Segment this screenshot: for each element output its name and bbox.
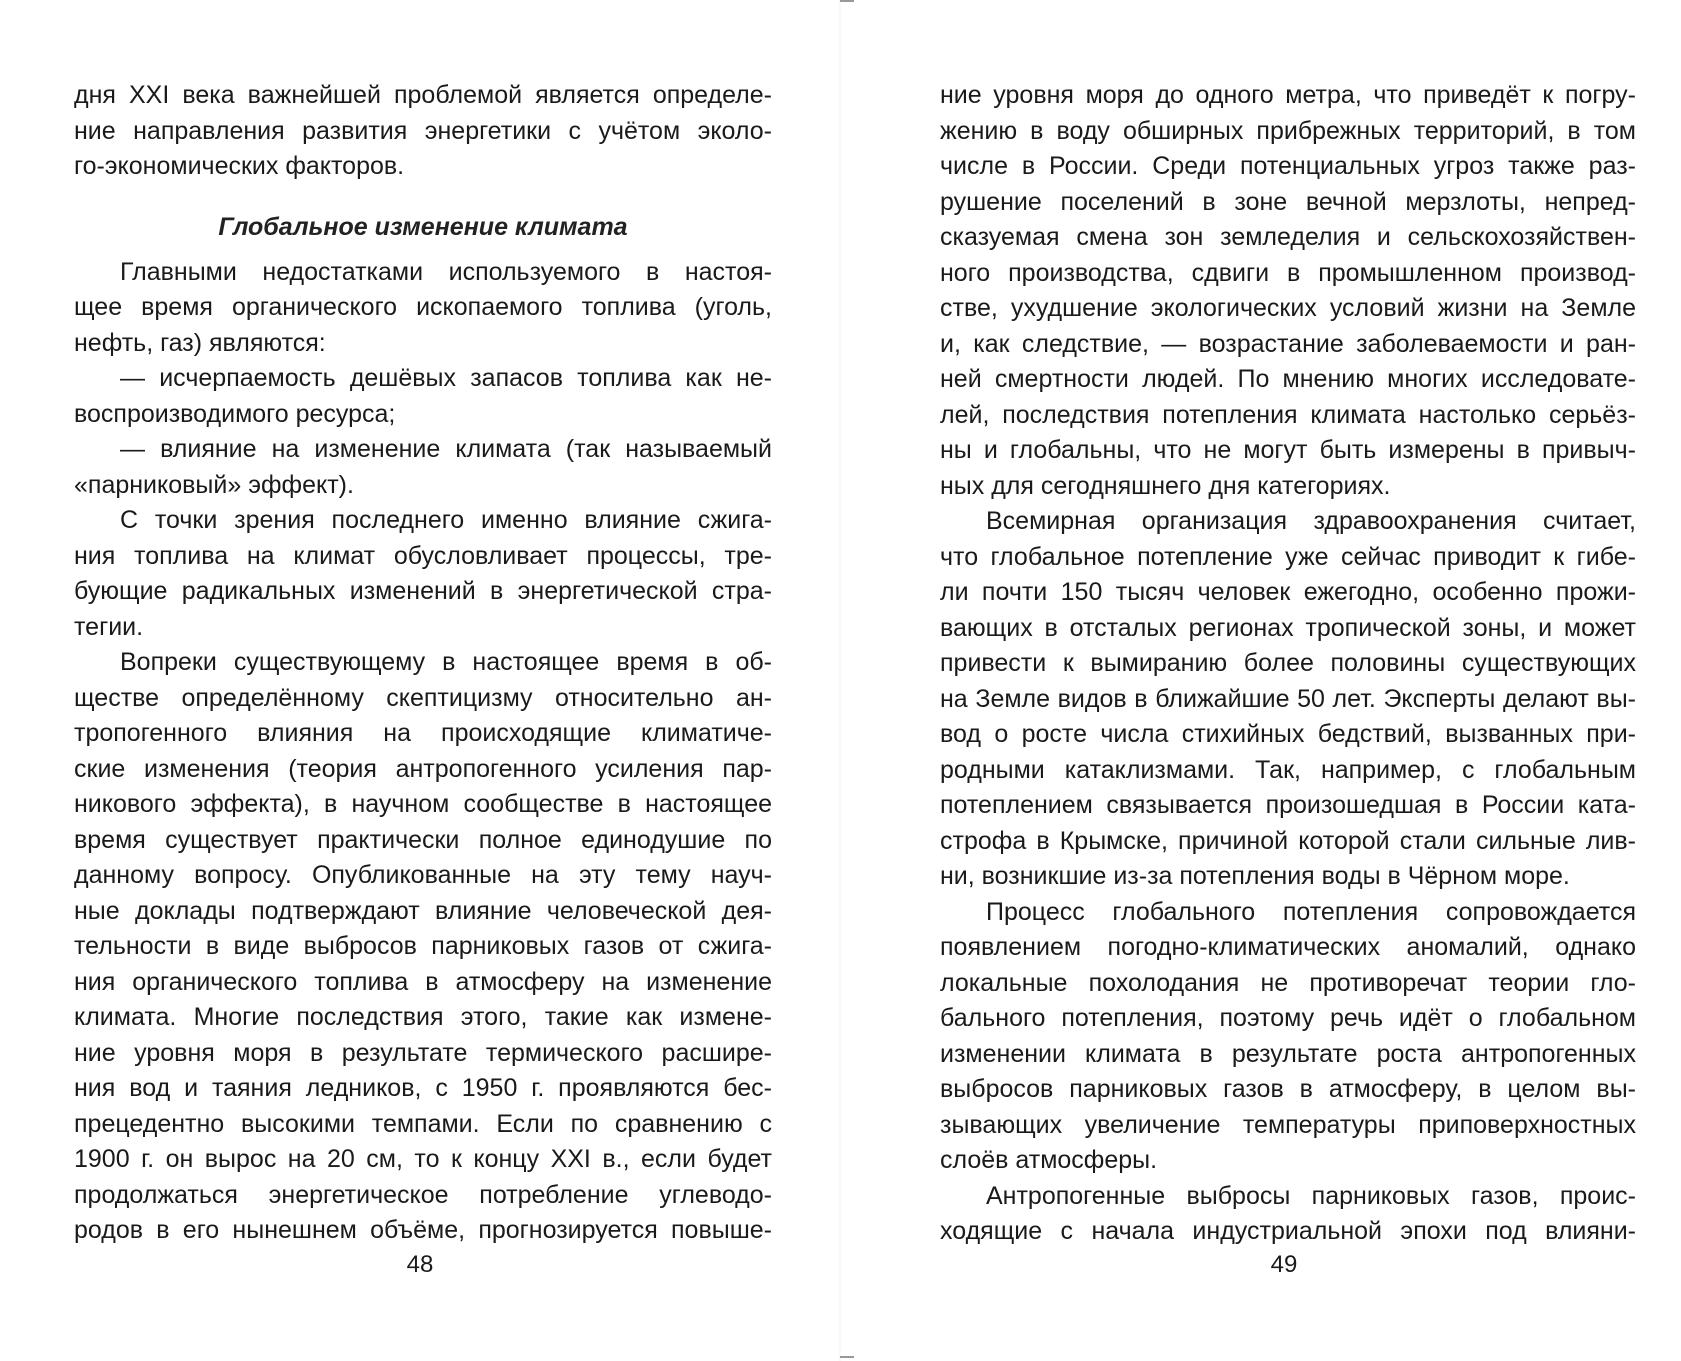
text-line: слоёв атмосферы.: [940, 1146, 1158, 1174]
text-line: вающих в отсталых регионах тропической зоны, и может: [940, 613, 1636, 642]
crop-mark-top: [840, 0, 854, 2]
text-line: рушение поселений в зоне вечной мерзлоты, непред-: [940, 187, 1636, 216]
text-line: и, как следствие, — возрастание заболеваемости и ран-: [940, 329, 1636, 358]
text-line: жению в воду обширных прибрежных территорий, в том: [940, 116, 1636, 145]
text-line: данному вопросу. Опубликованные на эту тему науч-: [74, 861, 772, 889]
text-line: Вопреки существующему в настоящее время в об-: [120, 648, 772, 676]
text-line: ны и глобальны, что не могут быть измерены в привыч-: [940, 436, 1636, 464]
text-line: привести к вымиранию более половины существующих: [940, 649, 1636, 677]
text-line: потеплением связывается произошедшая в России ката-: [940, 791, 1636, 819]
gutter: [838, 0, 842, 1361]
text-line: изменении климата в результате роста антропогенных: [940, 1039, 1636, 1068]
text-line: ния органического топлива в атмосферу на изменение: [74, 967, 772, 996]
section-heading: Глобальное изменение климата: [218, 212, 628, 241]
text-line: тельности в виде выбросов парниковых газов от сжига-: [74, 932, 772, 960]
text-line: локальные похолодания не противоречат теории гло-: [940, 968, 1636, 997]
text-line: строфа в Крымске, причиной которой стали сильные лив-: [940, 826, 1636, 855]
text-line: тегии.: [74, 612, 144, 641]
page-number-right: 49: [1270, 1251, 1298, 1278]
text-line: вод о росте числа стихийных бедствий, вызванных при-: [940, 720, 1636, 748]
list-item-line: воспроизводимого ресурса;: [74, 399, 396, 428]
text-line: ние направления развития энергетики с учётом эколо-: [74, 116, 772, 145]
text-line: ние уровня моря в результате термического расшире-: [74, 1038, 772, 1067]
text-line: лей, последствия потепления климата настолько серьёз-: [940, 400, 1636, 429]
text-line: го-экономических факторов.: [74, 152, 405, 180]
text-line: продолжаться энергетическое потребление углеводо-: [74, 1180, 772, 1209]
list-item-line: «парниковый» эффект).: [74, 470, 354, 499]
text-line: ществе определённому скептицизму относительно ан-: [74, 683, 772, 712]
text-line: появлением погодно-климатических аномалий, однако: [940, 933, 1636, 961]
text-line: бующие радикальных изменений в энергетической стра-: [74, 577, 772, 605]
text-line: прецедентно высокими темпами. Если по сравнению с: [74, 1109, 772, 1138]
text-line: ния вод и таяния ледников, с 1950 г. проявляются бес-: [74, 1074, 772, 1102]
text-line: числе в России. Среди потенциальных угроз также раз-: [940, 152, 1636, 180]
text-line: ли почти 150 тысяч человек ежегодно, особенно прожи-: [940, 578, 1636, 606]
text-line: зывающих увеличение температуры приповерхностных: [940, 1110, 1636, 1139]
text-line: Процесс глобального потепления сопровождается: [986, 897, 1636, 926]
text-line: стве, ухудшение экологических условий жизни на Земле: [940, 294, 1636, 322]
text-line: никового эффекта), в научном сообществе в настоящее: [74, 790, 772, 818]
list-item-line: — исчерпаемость дешёвых запасов топлива как не-: [120, 364, 772, 392]
text-line: климата. Многие последствия этого, такие как измене-: [74, 1003, 772, 1031]
text-line: тропогенного влияния на происходящие климатиче-: [74, 719, 772, 747]
text-line: Главными недостатками используемого в настоя-: [120, 257, 772, 286]
right-page: [940, 78, 1636, 1250]
list-item-line: — влияние на изменение климата (так называемый: [120, 435, 772, 463]
text-line: ские изменения (теория антропогенного усиления пар-: [74, 754, 772, 783]
text-line: ние уровня моря до одного метра, что приведёт к погру-: [940, 81, 1636, 109]
text-line: ные доклады подтверждают влияние человеческой дея-: [74, 896, 772, 925]
text-line: на Земле видов в ближайшие 50 лет. Эксперты делают вы-: [940, 684, 1636, 713]
text-line: время существует практически полное единодушие по: [74, 825, 772, 854]
text-line: нефть, газ) являются:: [74, 328, 326, 357]
text-line: ходящие с начала индустриальной эпохи под влияни-: [940, 1217, 1636, 1245]
text-line: Антропогенные выбросы парниковых газов, проис-: [986, 1181, 1636, 1210]
text-line: щее время органического ископаемого топлива (уголь,: [74, 293, 772, 321]
left-page: [74, 78, 772, 1249]
text-line: что глобальное потепление уже сейчас приводит к гибе-: [940, 542, 1636, 571]
text-line: сказуемая смена зон земледелия и сельскохозяйствен-: [940, 223, 1636, 251]
crop-mark-bottom: [840, 1356, 854, 1358]
text-line: ных для сегодняшнего дня категориях.: [940, 471, 1391, 500]
text-line: ния топлива на климат обусловливает процессы, тре-: [74, 541, 772, 570]
text-line: дня XXI века важнейшей проблемой является определе-: [74, 81, 772, 109]
text-line: С точки зрения последнего именно влияние сжига-: [120, 506, 772, 534]
text-line: ни, возникшие из-за потепления воды в Чёрном море.: [940, 862, 1570, 890]
text-line: выбросов парниковых газов в атмосферу, в целом вы-: [940, 1075, 1636, 1103]
text-line: 1900 г. он вырос на 20 см, то к концу XXI в., если будет: [74, 1145, 772, 1173]
text-line: бального потепления, поэтому речь идёт о глобальном: [940, 1004, 1636, 1032]
text-line: ней смертности людей. По мнению многих исследовате-: [940, 365, 1636, 393]
text-line: родов в его нынешнем объёме, прогнозируется повыше-: [74, 1216, 772, 1244]
text-line: ного производства, сдвиги в промышленном производ-: [940, 258, 1636, 287]
text-line: родными катаклизмами. Так, например, с глобальным: [940, 755, 1636, 784]
text-line: Всемирная организация здравоохранения считает,: [986, 507, 1636, 535]
page-number-left: 48: [406, 1251, 434, 1278]
